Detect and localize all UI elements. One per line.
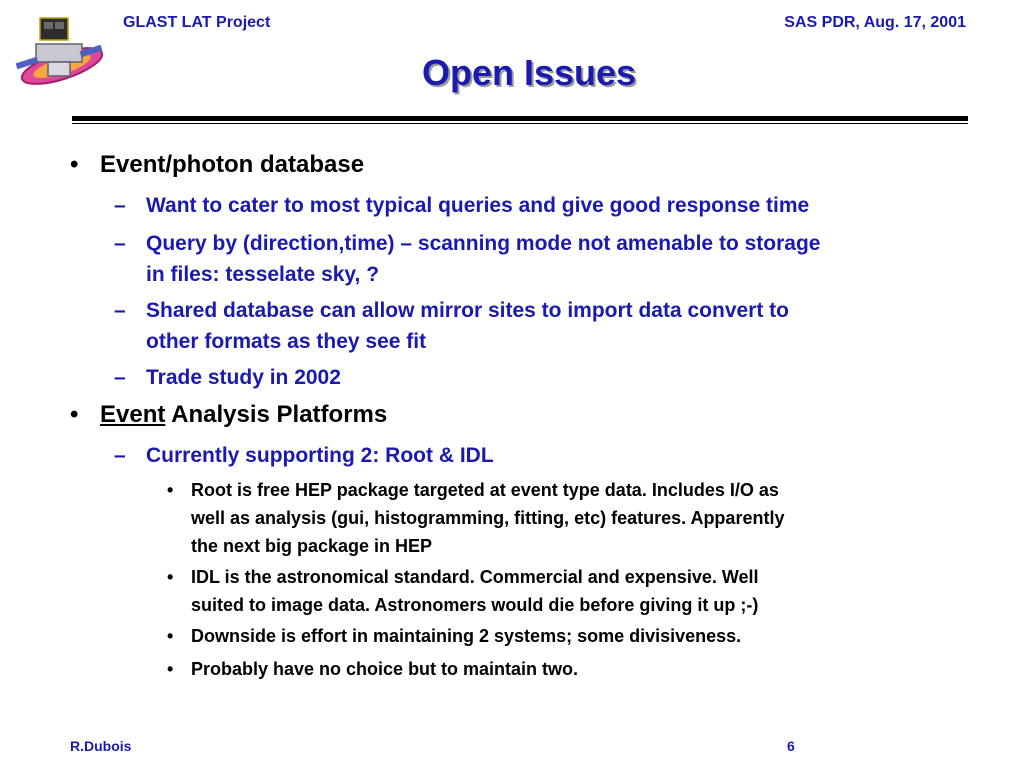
bullet-dot: • [167,480,174,500]
title-rule-thick [72,116,968,121]
event-header: SAS PDR, Aug. 17, 2001 [784,14,966,31]
bullet-dot: • [167,659,174,679]
bullet-text-underlined: Event [100,401,166,428]
subsubbullet-idl [167,563,961,619]
bullet-text: Want to cater to most typical queries and give good response time [146,194,810,217]
bullet-dash: – [114,366,126,389]
bullet-text-line: suited to image data. Astronomers would die before giving it up ;-) [191,595,759,615]
bullet-text-line: well as analysis (gui, histogramming, fitting, etc) features. Apparently [191,508,785,528]
bullet-dash: – [114,194,126,217]
bullet-text-line: in files: tesselate sky, ? [146,263,380,286]
bullet-text-line: other formats as they see fit [146,330,427,353]
bullet-event-analysis-platforms [70,401,388,429]
subsubbullet-root [167,476,961,560]
bullet-text: Trade study in 2002 [146,366,341,389]
bullet-dot: • [167,626,174,646]
bullet-text-line: Shared database can allow mirror sites to import data convert to [146,299,790,322]
subbullet-shared-database [114,295,976,357]
subbullet-trade-study [114,362,976,393]
bullet-text-line: Root is free HEP package targeted at event type data. Includes I/O as [191,480,779,500]
subsubbullet-no-choice [167,655,961,683]
bullet-dot: • [167,567,174,587]
footer-author: R.Dubois [70,738,132,754]
bullet-text: Probably have no choice but to maintain two. [191,659,579,679]
bullet-text: Event/photon database [100,151,365,178]
bullet-text-line: IDL is the astronomical standard. Commercial and expensive. Well [191,567,759,587]
bullet-event-photon-database [70,151,365,179]
subbullet-currently-supporting [114,440,976,471]
slide-title: Open Issues [421,52,637,93]
bullet-dash: – [114,299,126,322]
bullet-dot: • [70,401,79,428]
title-rule-thin [72,123,968,124]
footer-page-number: 6 [787,738,795,754]
project-header: GLAST LAT Project [123,14,271,31]
subbullet-typical-queries [114,190,976,221]
bullet-text-line: the next big package in HEP [191,536,433,556]
bullet-text: Currently supporting 2: Root & IDL [146,444,494,467]
bullet-dot: • [70,151,79,178]
bullet-text: Downside is effort in maintaining 2 systems; some divisiveness. [191,626,742,646]
bullet-text-line: Query by (direction,time) – scanning mode not amenable to storage [146,232,821,255]
bullet-dash: – [114,444,126,467]
subsubbullet-downside [167,622,961,650]
bullet-text: Analysis Platforms [165,401,388,428]
subbullet-query-direction-time [114,228,976,290]
bullet-dash: – [114,232,126,255]
